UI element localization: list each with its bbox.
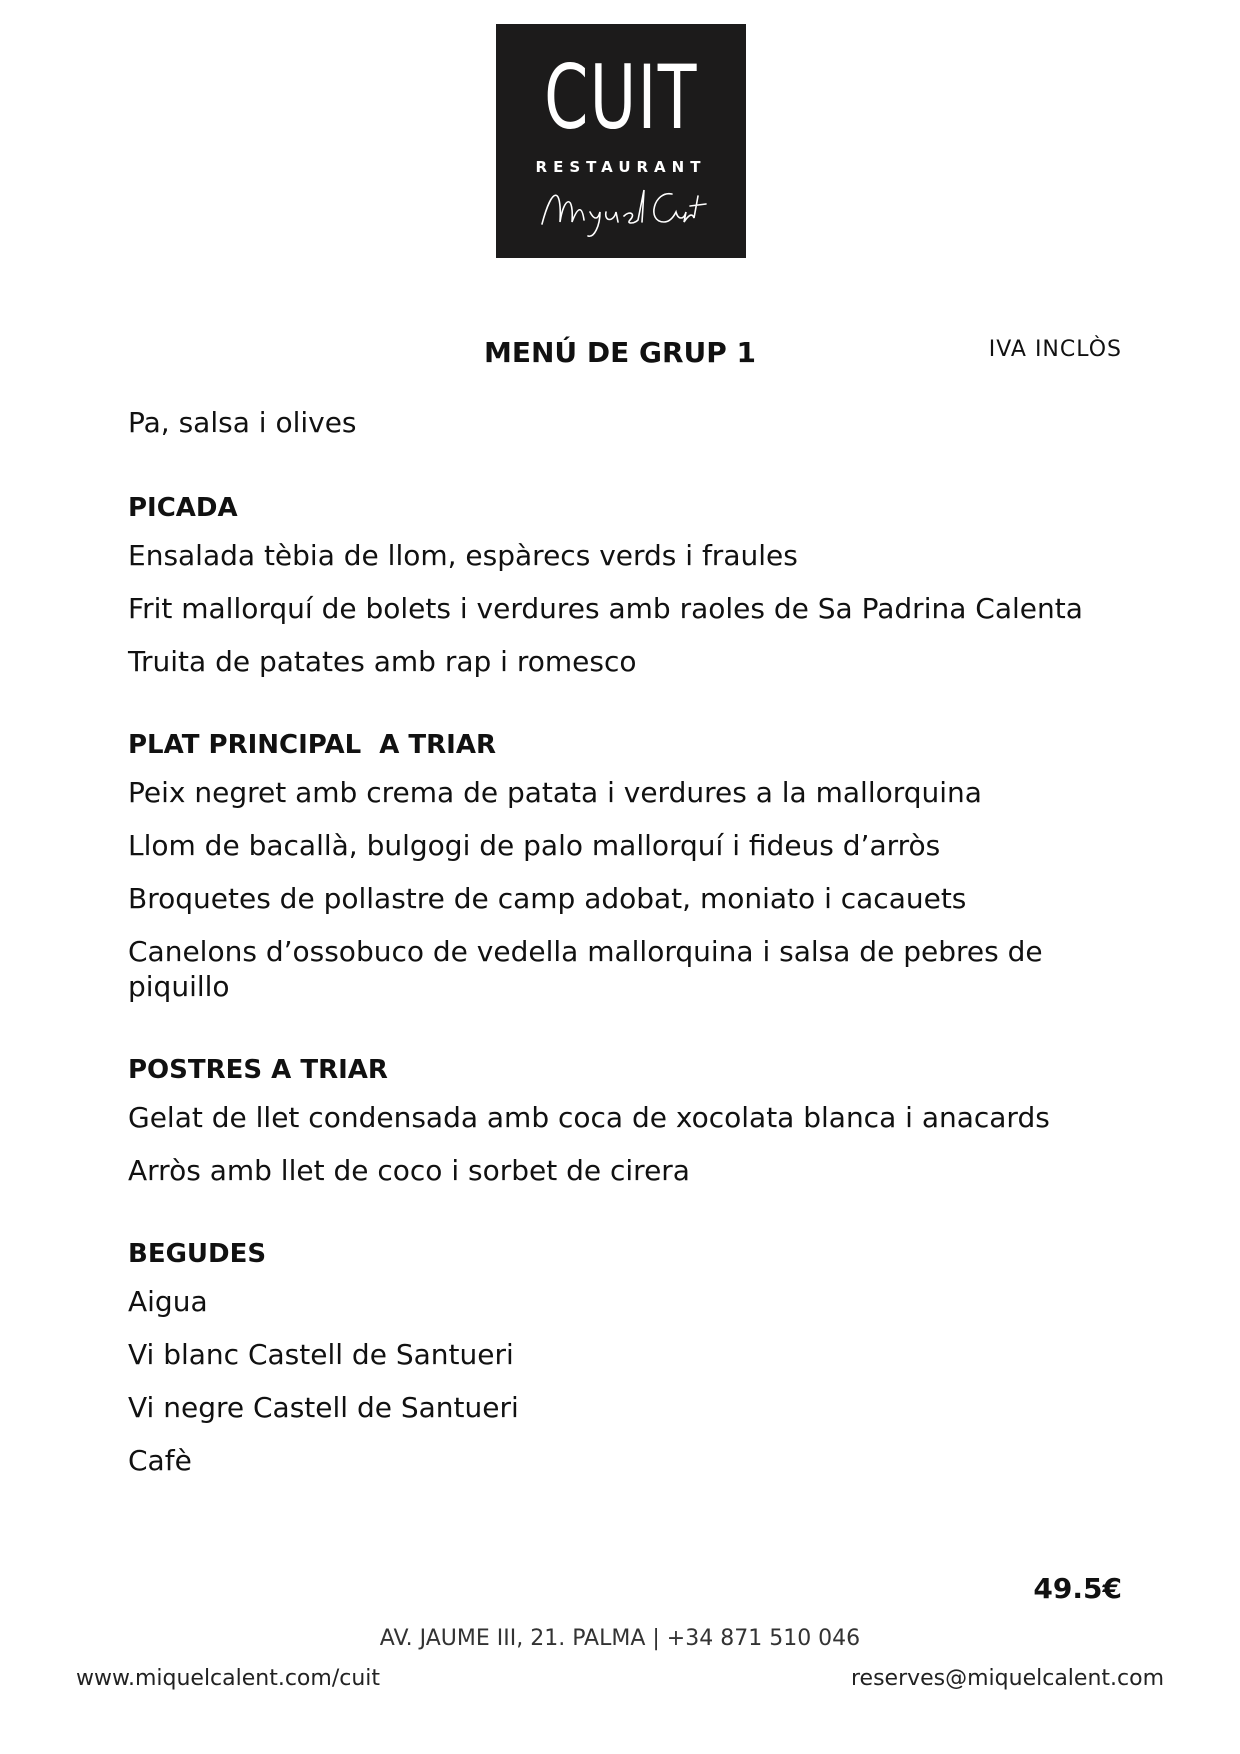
tax-note: IVA INCLÒS [988,337,1122,362]
menu-price: 49.5€ [1033,1572,1122,1605]
menu-item: Llom de bacallà, bulgogi de palo mallorquí i fideus d’arròs [128,829,941,862]
footer-website-link[interactable]: www.miquelcalent.com/cuit [76,1666,381,1691]
menu-item: Peix negret amb crema de patata i verdures a la mallorquina [128,776,982,809]
section-title: PLAT PRINCIPAL A TRIAR [128,730,496,760]
section-picada [128,490,1128,679]
menu-item: Cafè [128,1444,192,1477]
restaurant-logo [496,24,746,258]
section-plat-principal [128,727,1128,1004]
intro-line: Pa, salsa i olives [128,406,357,439]
menu-item: Canelons d’ossobuco de vedella mallorquina i salsa de pebres de piquillo [128,935,1043,1003]
menu-item: Frit mallorquí de bolets i verdures amb raoles de Sa Padrina Calenta [128,592,1083,625]
footer-address: AV. JAUME III, 21. PALMA | +34 871 510 046 [379,1626,861,1651]
section-begudes [128,1236,1128,1478]
menu-item: Truita de patates amb rap i romesco [128,645,637,678]
logo-name: CUIT [544,46,698,149]
menu-content [128,404,1128,1496]
section-title: BEGUDES [128,1239,267,1269]
section-title: POSTRES A TRIAR [128,1055,388,1085]
logo-subtitle: RESTAURANT [535,158,707,176]
signature-logo-icon [534,176,708,246]
section-postres [128,1052,1128,1188]
menu-item: Broquetes de pollastre de camp adobat, moniato i cacauets [128,882,967,915]
menu-item: Aigua [128,1285,208,1318]
menu-item: Gelat de llet condensada amb coca de xocolata blanca i anacards [128,1101,1050,1134]
menu-item: Arròs amb llet de coco i sorbet de cirera [128,1154,690,1187]
menu-title: MENÚ DE GRUP 1 [483,336,757,369]
menu-item: Vi negre Castell de Santueri [128,1391,519,1424]
menu-item: Ensalada tèbia de llom, espàrecs verds i fraules [128,539,798,572]
section-title: PICADA [128,493,238,523]
footer-email-link[interactable]: reserves@miquelcalent.com [850,1666,1164,1691]
menu-item: Vi blanc Castell de Santueri [128,1338,514,1371]
